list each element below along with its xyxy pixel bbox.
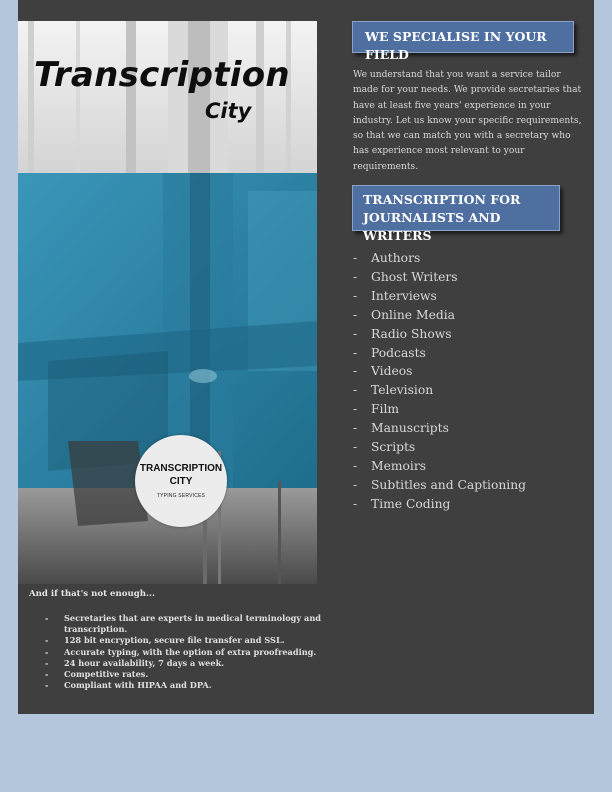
list-item: - Secretaries that are experts in medical terminology and transcription. xyxy=(45,613,321,635)
list-item: - Compliant with HIPAA and DPA. xyxy=(45,680,212,691)
list-item: - Competitive rates. xyxy=(45,669,149,680)
list-item: - Manuscripts xyxy=(353,419,526,438)
list-item: - Time Coding xyxy=(353,495,526,514)
list-dash: - xyxy=(353,477,358,492)
list-item: - 24 hour availability, 7 days a week. xyxy=(45,657,225,668)
list-item: - Online Media xyxy=(353,306,526,325)
list-item: - Film xyxy=(353,400,526,419)
list-item: - Videos xyxy=(353,362,526,381)
list-dash: - xyxy=(353,496,358,511)
list-dash: - xyxy=(353,251,358,265)
list-dash: - xyxy=(353,288,358,303)
list-item: - 128 bit encryption, secure file transfer and SSL. xyxy=(45,635,285,646)
list-dash: - xyxy=(45,613,49,623)
list-dash: - xyxy=(353,383,358,398)
list-dash: - xyxy=(353,458,358,473)
list-item: - Authors xyxy=(353,249,526,268)
specialise-text: We understand that you want a service tailor made for your needs. We provide secretaries that have at least five years' experience in your industry. Let us know your specific requirements, so that we can match you with a secretary who has experience most relevant to your requirements. xyxy=(353,70,582,172)
logo-badge xyxy=(135,435,227,527)
list-item: - Podcasts xyxy=(353,344,526,363)
list-item: - Accurate typing, with the option of extra proofreading. xyxy=(45,646,317,657)
extras-title: And if that's not enough... xyxy=(29,589,155,599)
specialise-heading: WE SPECIALISE IN YOUR FIELD xyxy=(352,21,574,53)
list-dash: - xyxy=(353,402,358,417)
badge-subtitle: TYPING SERVICES xyxy=(156,493,206,499)
brand-subtitle: City xyxy=(205,99,252,123)
list-dash: - xyxy=(45,680,49,691)
list-item: - Scripts xyxy=(353,438,526,457)
list-item: - Subtitles and Captioning xyxy=(353,476,526,495)
journalists-heading: TRANSCRIPTION FOR JOURNALISTS AND WRITERS xyxy=(352,185,560,231)
extras-list xyxy=(45,613,335,691)
list-item: - Ghost Writers xyxy=(353,268,526,287)
list-dash: - xyxy=(353,364,358,379)
list-dash: - xyxy=(353,421,358,436)
list-dash: - xyxy=(45,657,49,668)
list-dash: - xyxy=(353,326,358,341)
list-item: - Radio Shows xyxy=(353,325,526,344)
list-dash: - xyxy=(45,646,49,657)
list-dash: - xyxy=(45,669,49,680)
brand-title: Transcription xyxy=(34,55,290,95)
list-dash: - xyxy=(353,345,358,360)
list-item: - Television xyxy=(353,381,526,400)
office-photo xyxy=(18,21,317,584)
list-dash: - xyxy=(353,269,358,284)
list-item: - Interviews xyxy=(353,287,526,306)
list-dash: - xyxy=(45,635,49,646)
badge-title: TRANSCRIPTION CITY xyxy=(139,463,223,487)
list-item: - Memoirs xyxy=(353,457,526,476)
list-dash: - xyxy=(353,307,358,322)
journalists-list xyxy=(353,249,526,514)
list-dash: - xyxy=(353,440,358,455)
